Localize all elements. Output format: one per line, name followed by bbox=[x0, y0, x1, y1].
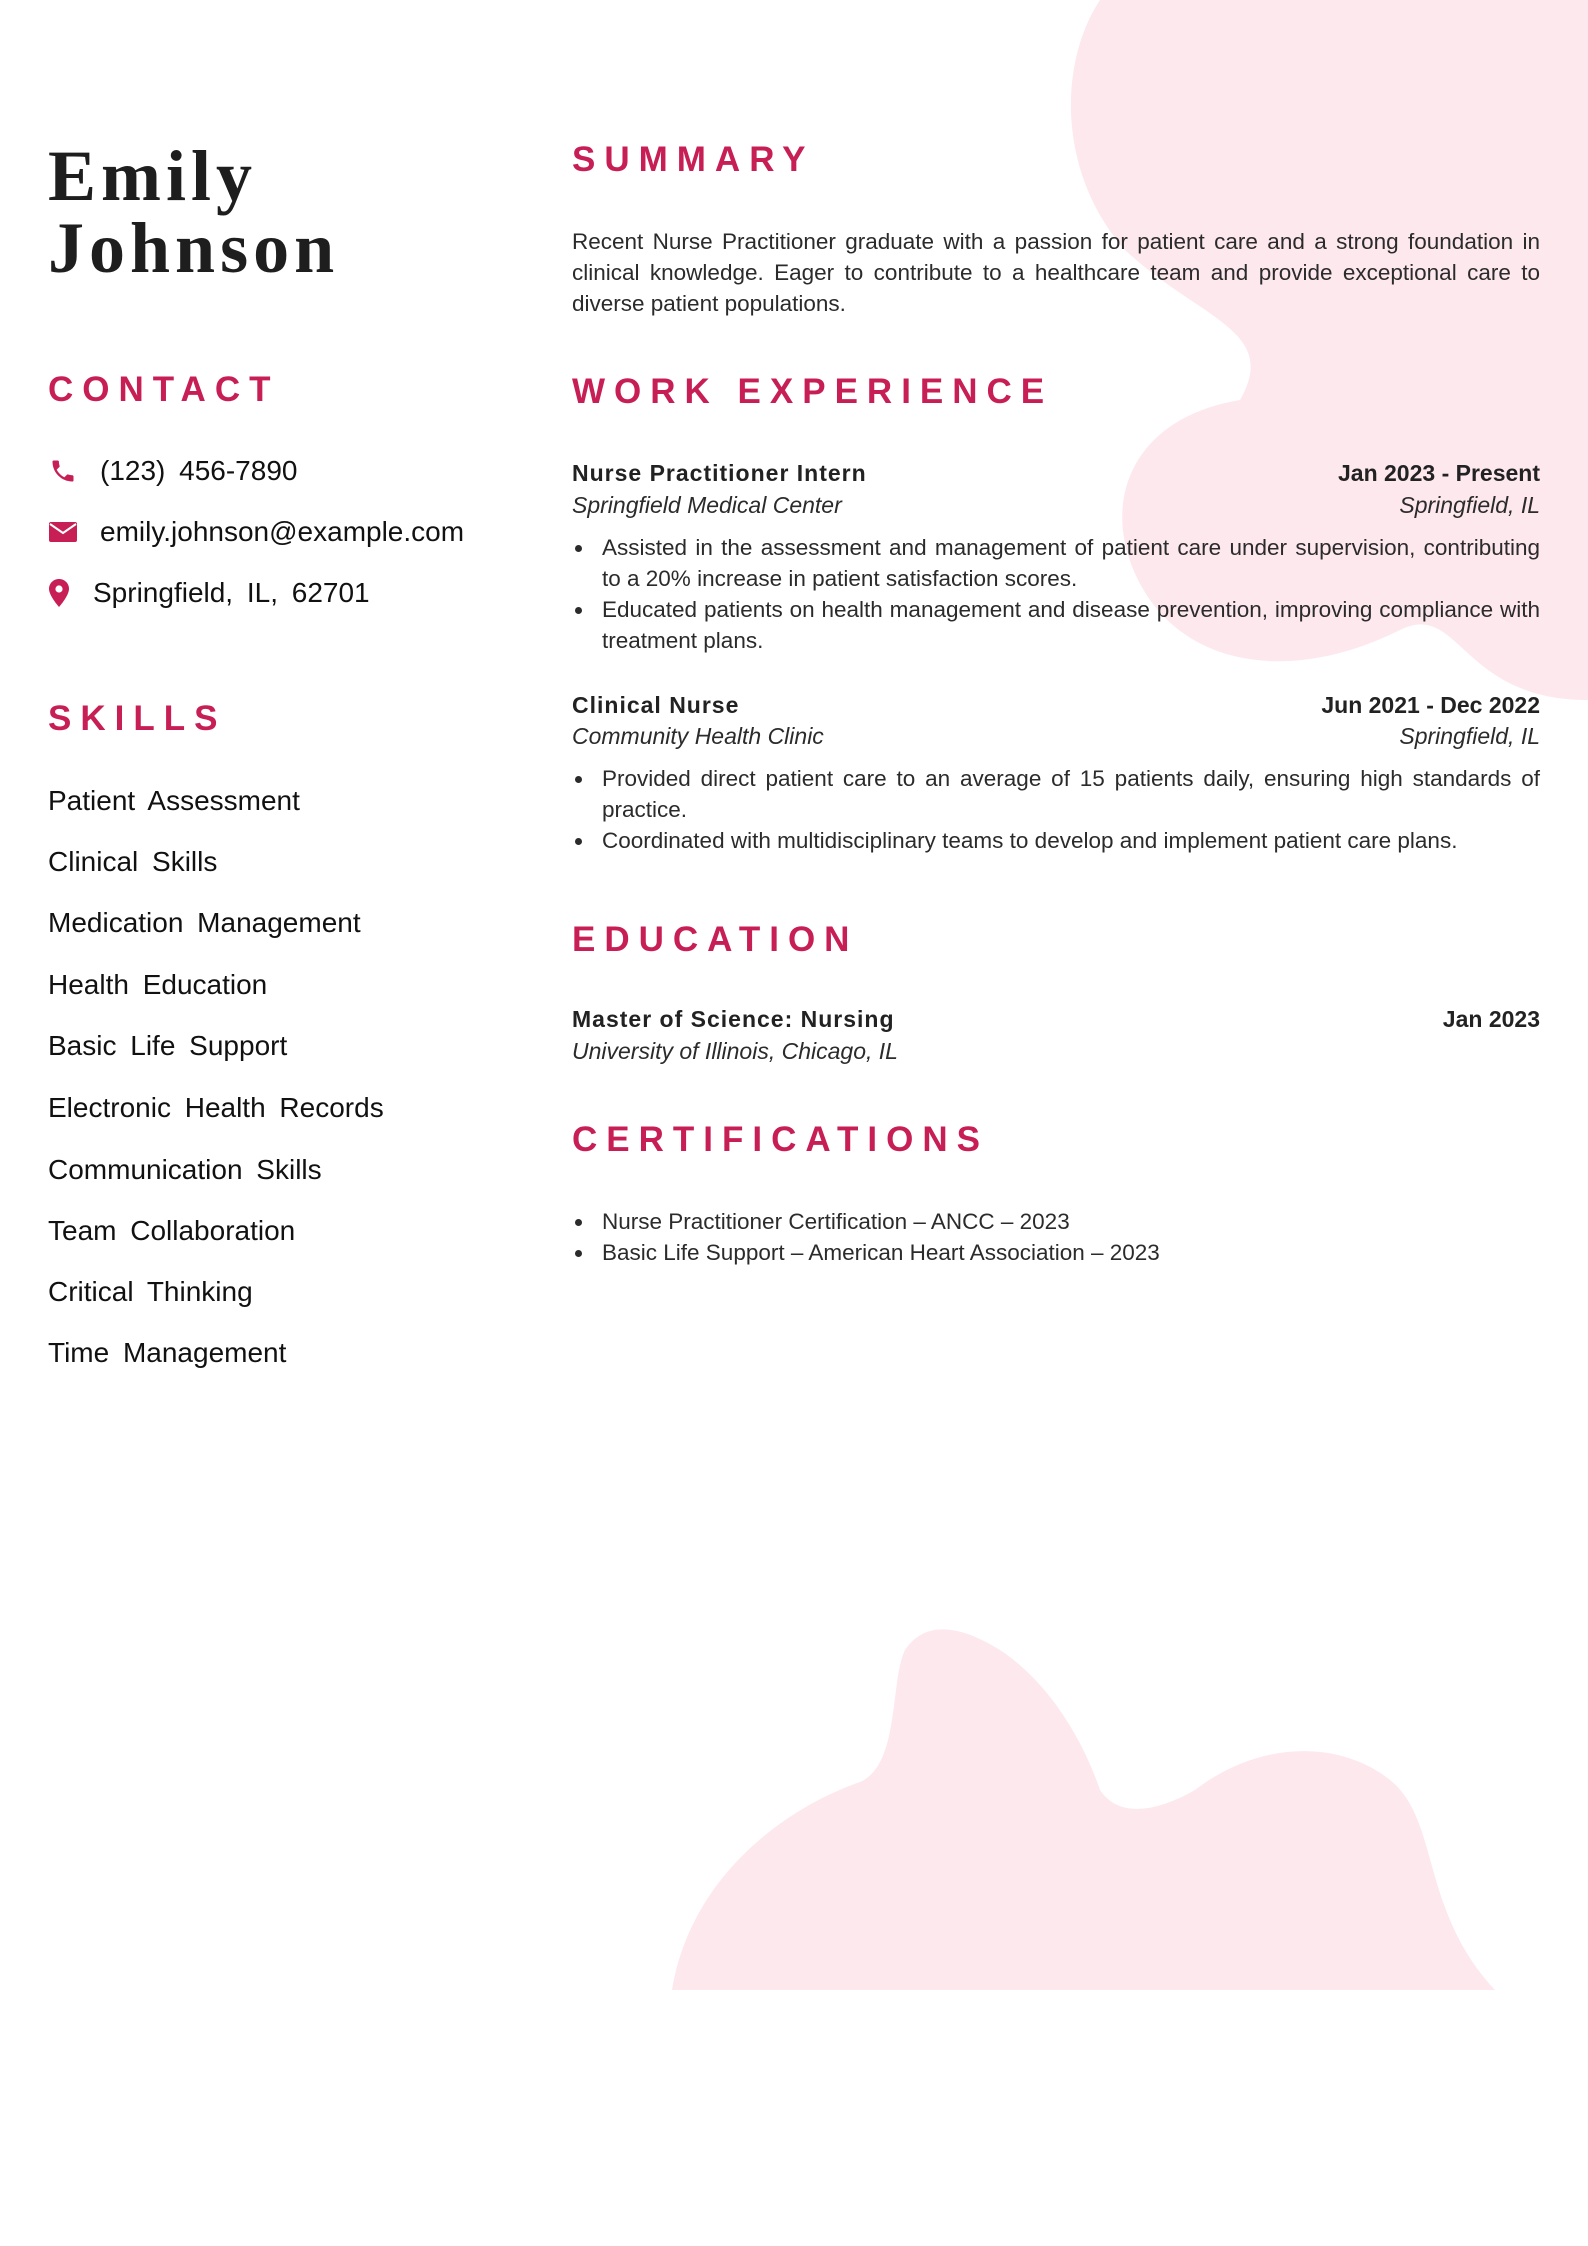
education-school: University of Illinois, Chicago, IL bbox=[572, 1038, 898, 1064]
certification-item: Nurse Practitioner Certification – ANCC – 2023 bbox=[572, 1206, 1540, 1237]
last-name: Johnson bbox=[48, 208, 340, 288]
job-date: Jun 2021 - Dec 2022 bbox=[1321, 692, 1540, 718]
skill-item: Health Education bbox=[48, 969, 268, 1000]
envelope-icon bbox=[48, 517, 78, 547]
job-bullets bbox=[572, 763, 1540, 856]
skill-item: Basic Life Support bbox=[48, 1030, 288, 1061]
location-text: Springfield, IL, 62701 bbox=[93, 577, 370, 608]
certifications-heading: CERTIFICATIONS bbox=[572, 1120, 990, 1159]
first-name: Emily bbox=[48, 136, 258, 216]
job-subheader bbox=[572, 721, 1540, 751]
certification-item: Basic Life Support – American Heart Association – 2023 bbox=[572, 1237, 1540, 1268]
candidate-name bbox=[48, 136, 340, 288]
job-location: Springfield, IL bbox=[1399, 492, 1540, 518]
work-experience-heading: WORK EXPERIENCE bbox=[572, 372, 1054, 411]
skill-item: Communication Skills bbox=[48, 1154, 322, 1185]
job-date: Jan 2023 - Present bbox=[1337, 460, 1540, 486]
skill-item: Critical Thinking bbox=[48, 1276, 253, 1307]
job-title: Nurse Practitioner Intern bbox=[572, 460, 867, 486]
skill-item: Electronic Health Records bbox=[48, 1092, 384, 1123]
contact-heading: CONTACT bbox=[48, 370, 280, 409]
job-company: Community Health Clinic bbox=[572, 723, 824, 749]
education-header bbox=[572, 1004, 1540, 1034]
map-pin-icon bbox=[48, 578, 70, 608]
skill-item: Team Collaboration bbox=[48, 1215, 296, 1246]
job-company: Springfield Medical Center bbox=[572, 492, 842, 518]
summary-heading: SUMMARY bbox=[572, 140, 815, 179]
skill-item: Clinical Skills bbox=[48, 846, 218, 877]
contact-location bbox=[48, 573, 370, 613]
job-bullet: Educated patients on health management and disease prevention, improving compliance with treatment plans. bbox=[572, 594, 1540, 656]
education-date: Jan 2023 bbox=[1442, 1006, 1540, 1032]
job-header bbox=[572, 690, 1540, 720]
contact-phone bbox=[48, 451, 297, 491]
job-bullet: Coordinated with multidisciplinary teams to develop and implement patient care plans. bbox=[572, 825, 1540, 856]
job-title: Clinical Nurse bbox=[572, 692, 740, 718]
phone-number[interactable]: (123) 456-7890 bbox=[100, 455, 298, 486]
contact-email bbox=[48, 512, 464, 552]
job-header bbox=[572, 458, 1540, 488]
decorative-blob-bottom bbox=[0, 1600, 1588, 2020]
certifications-list bbox=[572, 1206, 1540, 1268]
job-bullet: Assisted in the assessment and management of patient care under supervision, contributing to a 20% increase in patient satisfaction scores. bbox=[572, 532, 1540, 594]
skill-item: Time Management bbox=[48, 1337, 287, 1368]
job-bullet: Provided direct patient care to an average of 15 patients daily, ensuring high standards of practice. bbox=[572, 763, 1540, 825]
skills-heading: SKILLS bbox=[48, 699, 227, 738]
education-degree: Master of Science: Nursing bbox=[572, 1006, 895, 1032]
summary-text: Recent Nurse Practitioner graduate with a passion for patient care and a strong foundation in clinical knowledge. Eager to contribute to a healthcare team and provide exceptional care to diverse patient populations. bbox=[572, 229, 1540, 316]
phone-icon bbox=[48, 456, 78, 486]
skill-item: Patient Assessment bbox=[48, 785, 300, 816]
education-heading: EDUCATION bbox=[572, 920, 859, 959]
email-address[interactable]: emily.johnson@example.com bbox=[100, 516, 465, 547]
job-bullets bbox=[572, 532, 1540, 656]
skill-item: Medication Management bbox=[48, 907, 361, 938]
education-subheader bbox=[572, 1036, 1540, 1066]
job-subheader bbox=[572, 490, 1540, 520]
job-location: Springfield, IL bbox=[1399, 723, 1540, 749]
